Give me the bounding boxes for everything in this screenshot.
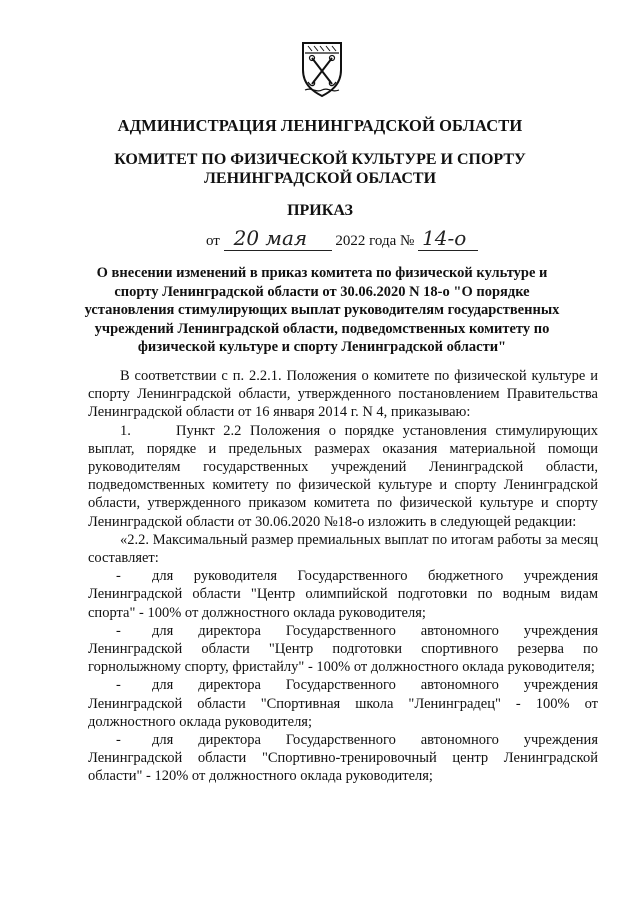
list-item xyxy=(88,731,598,786)
administration-title: АДМИНИСТРАЦИЯ ЛЕНИНГРАДСКОЙ ОБЛАСТИ xyxy=(117,116,523,135)
handwritten-order-number: 14-о xyxy=(418,226,478,251)
committee-title-line1: КОМИТЕТ ПО ФИЗИЧЕСКОЙ КУЛЬТУРЕ И СПОРТУ xyxy=(114,151,526,168)
preamble-paragraph: В соответствии с п. 2.2.1. Положения о комитете по физической культуре и спорту Ленинградской области, утвержденного постановлением Правительства Ленинградской области от 16 января 2014 г. N 4, приказываю: xyxy=(88,368,598,421)
list-item xyxy=(88,622,598,677)
list-item xyxy=(88,567,598,622)
order-date-line xyxy=(206,226,478,250)
list-item-text: для директора Государственного автономного учреждения Ленинградской области "Спортивно-тренировочный центр Ленинградской области" - 120% от должностного оклада руководителя; xyxy=(88,732,598,785)
dash-marker: - xyxy=(116,568,121,585)
committee-title xyxy=(60,150,580,188)
list-item xyxy=(88,676,598,731)
clause-paragraph: «2.2. Максимальный размер премиальных выплат по итогам работы за месяц составляет: xyxy=(88,531,598,567)
coat-of-arms-emblem xyxy=(300,40,344,98)
item-1-paragraph xyxy=(88,422,598,531)
item-number: 1. xyxy=(120,422,131,439)
item-text: Пункт 2.2 Положения о порядке установления стимулирующих выплат, порядке и предельных размерах оказания материальной помощи руководителям государственных учреждений Ленинградской области, подведомственных комитету по физической культуре и спорту Ленинградской области, утвержденного приказом комитета по физической культуре и спорту Ленинградской области от 30.06.2020 №18-о изложить в следующей редакции: xyxy=(88,422,598,530)
committee-title-line2: ЛЕНИНГРАДСКОЙ ОБЛАСТИ xyxy=(203,170,437,187)
dash-marker: - xyxy=(116,677,121,694)
list-item-text: для директора Государственного автономного учреждения Ленинградской области "Спортивная школа "Ленинградец" - 100% от должностного оклада руководителя; xyxy=(88,677,598,730)
date-prefix: от xyxy=(206,233,220,249)
order-subject: О внесении изменений в приказ комитета по физической культуре и спорту Ленинградской области от 30.06.2020 N 18-о "О порядке установления стимулирующих выплат руководителям государственных учреждений Ленинградской области, подведомственных комитету по физической культуре и спорту Ленинградской области" xyxy=(84,265,560,355)
list-item-text: для директора Государственного автономного учреждения Ленинградской области "Центр подготовки спортивного резерва по горнолыжному спорту, фристайлу" - 100% от должностного оклада руководителя; xyxy=(88,622,598,676)
list-item-text: для руководителя Государственного бюджетного учреждения Ленинградской области "Центр олимпийской подготовки по водным видам спорта" - 100% от должностного оклада руководителя; xyxy=(88,568,598,621)
order-body xyxy=(88,367,598,786)
handwritten-date: 20 мая xyxy=(224,226,332,251)
document-type-title: ПРИКАЗ xyxy=(287,202,353,219)
dash-marker: - xyxy=(116,622,121,639)
year-and-number-label: 2022 года № xyxy=(335,233,415,249)
dash-marker: - xyxy=(116,732,121,749)
